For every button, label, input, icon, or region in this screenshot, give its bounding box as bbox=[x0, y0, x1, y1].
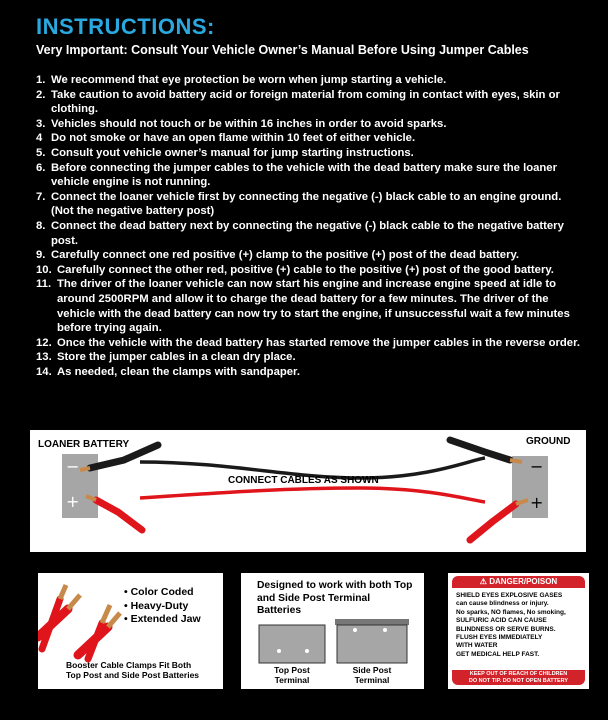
caption-line: Top Post and Side Post Batteries bbox=[66, 670, 200, 680]
caption-line: Terminal bbox=[274, 674, 310, 685]
step-text: Carefully connect one red positive (+) clamp to the positive (+) post of the dead battery. bbox=[51, 249, 520, 262]
caption-line: Terminal bbox=[354, 674, 390, 685]
caption-line: Booster Cable Clamps Fit Both bbox=[66, 660, 192, 670]
step-number: 12. bbox=[36, 336, 52, 349]
step-number: 2. bbox=[36, 88, 46, 101]
terminal-post bbox=[383, 628, 387, 632]
copper-jaw bbox=[102, 605, 110, 623]
warning-line: WITH WATER bbox=[456, 642, 498, 650]
feature-list bbox=[124, 586, 201, 627]
list-item bbox=[36, 365, 584, 380]
step-number: 5. bbox=[36, 146, 46, 159]
side-post-battery-lid bbox=[335, 619, 409, 625]
minus-sign: − bbox=[530, 457, 544, 476]
warning-line: GET MEDICAL HELP FAST. bbox=[456, 650, 540, 658]
plus-sign: + bbox=[530, 493, 544, 512]
step-number: 11. bbox=[36, 278, 52, 291]
list-item: • Color Coded bbox=[124, 586, 194, 598]
step-text: Carefully connect the other red, positive (+) cable to the positive (+) post of the good battery. bbox=[57, 263, 554, 276]
cable-connection-diagram bbox=[30, 430, 586, 552]
step-text: Consult yout vehicle owner’s manual for jump starting instructions. bbox=[51, 146, 414, 159]
minus-sign: − bbox=[66, 457, 80, 476]
step-number: 8. bbox=[36, 219, 46, 232]
step-number: 3. bbox=[36, 117, 46, 130]
danger-header: ⚠ DANGER/POISON bbox=[452, 576, 585, 588]
danger-footer bbox=[452, 670, 585, 685]
clamp-caption bbox=[66, 660, 199, 680]
warning-line: FLUSH EYES IMMEDIATELY bbox=[456, 634, 543, 642]
list-item bbox=[36, 73, 584, 88]
ground-label: GROUND bbox=[526, 436, 571, 447]
loaner-battery-label: LOANER BATTERY bbox=[38, 439, 130, 450]
copper-jaw bbox=[108, 613, 120, 627]
list-item bbox=[36, 248, 584, 263]
instruction-list bbox=[36, 73, 584, 379]
step-number: 10. bbox=[36, 263, 52, 276]
list-item bbox=[36, 117, 584, 132]
copper-jaw bbox=[68, 595, 80, 609]
step-number: 9. bbox=[36, 249, 46, 262]
list-item bbox=[36, 88, 584, 117]
copper-jaw bbox=[510, 460, 522, 462]
step-text: Store the jumper cables in a clean dry place. bbox=[57, 351, 296, 364]
list-item: • Extended Jaw bbox=[124, 613, 201, 625]
step-number: 13. bbox=[36, 351, 52, 364]
list-item bbox=[36, 190, 584, 219]
black-clamp-handle bbox=[450, 440, 510, 460]
warning-line: can cause blindness or injury. bbox=[456, 600, 549, 608]
top-post-caption bbox=[261, 666, 323, 685]
important-notice: Very Important: Consult Your Vehicle Owner’s Manual Before Using Jumper Cables bbox=[36, 43, 529, 57]
list-item bbox=[36, 219, 584, 248]
list-item bbox=[36, 131, 584, 146]
clamp-features-panel bbox=[38, 573, 223, 689]
step-number: 14. bbox=[36, 365, 52, 378]
caption-line: Side Post bbox=[352, 665, 392, 675]
warning-line: SULFURIC ACID CAN CAUSE bbox=[456, 617, 547, 625]
terminal-post bbox=[305, 649, 309, 653]
connect-cables-label: CONNECT CABLES AS SHOWN bbox=[228, 475, 379, 486]
footer-line: DO NOT TIP. DO NOT OPEN BATTERY bbox=[468, 677, 569, 684]
warning-line: BLINDNESS OR SERVE BURNS. bbox=[456, 625, 556, 633]
step-text: Connect the dead battery next by connecting the negative (-) black cable to the negative battery post. bbox=[51, 219, 564, 247]
terminal-post bbox=[353, 628, 357, 632]
list-item bbox=[36, 263, 584, 278]
step-text: We recommend that eye protection be worn when jump starting a vehicle. bbox=[51, 74, 447, 86]
step-number: 4 bbox=[36, 132, 43, 145]
danger-warning-label bbox=[448, 573, 589, 689]
instructions-title: INSTRUCTIONS: bbox=[36, 14, 215, 39]
footer-line: KEEP OUT OF REACH OF CHILDREN bbox=[469, 671, 568, 677]
step-number: 1. bbox=[36, 74, 46, 86]
copper-jaw bbox=[80, 468, 90, 470]
warning-line: SHIELD EYES EXPLOSIVE GASES bbox=[456, 592, 563, 599]
step-text: The driver of the loaner vehicle can now start his engine and increase engine speed at idle to around 2500RPM and allow it to charge the dead battery for a few minutes. The driver of the vehicle with the dead battery can now try to start the engine, if unsuccessful wait a few minutes before trying again. bbox=[57, 278, 570, 335]
copper-jaw bbox=[60, 585, 66, 599]
step-number: 7. bbox=[36, 190, 46, 203]
plus-sign: + bbox=[66, 492, 80, 511]
warning-line: No sparks, NO flames, No smoking, bbox=[456, 608, 566, 616]
caption-line: Top Post bbox=[274, 665, 310, 675]
red-cable bbox=[140, 488, 485, 502]
red-clamp-handle bbox=[96, 500, 142, 530]
terminal-types-panel bbox=[241, 573, 424, 689]
list-item bbox=[36, 146, 584, 161]
terminal-post bbox=[277, 649, 281, 653]
step-text: Once the vehicle with the dead battery has started remove the jumper cables in the reverse order. bbox=[57, 336, 580, 349]
side-post-battery-icon bbox=[337, 625, 407, 663]
step-text: Connect the loaner vehicle first by connecting the negative (-) black cable to an engine ground. (Not the negative battery post) bbox=[51, 190, 562, 218]
list-item bbox=[36, 277, 584, 335]
list-item: • Heavy-Duty bbox=[124, 599, 189, 612]
step-text: Do not smoke or have an open flame within 10 feet of either vehicle. bbox=[51, 132, 416, 145]
step-text: As needed, clean the clamps with sandpaper. bbox=[57, 365, 300, 378]
top-post-battery-icon bbox=[259, 625, 325, 663]
list-item bbox=[36, 336, 584, 351]
step-number: 6. bbox=[36, 161, 46, 174]
danger-text bbox=[456, 592, 584, 659]
step-text: Take caution to avoid battery acid or foreign material from coming in contact with eyes, skin or clothing. bbox=[51, 88, 560, 116]
terminal-heading: Designed to work with both Top and Side Post Terminal Batteries bbox=[257, 580, 413, 616]
side-post-caption bbox=[339, 666, 405, 685]
list-item bbox=[36, 350, 584, 365]
red-clamp-handle bbox=[470, 504, 516, 540]
step-text: Vehicles should not touch or be within 16 inches in order to avoid sparks. bbox=[51, 117, 447, 130]
step-text: Before connecting the jumper cables to the vehicle with the dead battery make sure the loaner vehicle engine is not running. bbox=[51, 161, 557, 189]
list-item bbox=[36, 161, 584, 190]
